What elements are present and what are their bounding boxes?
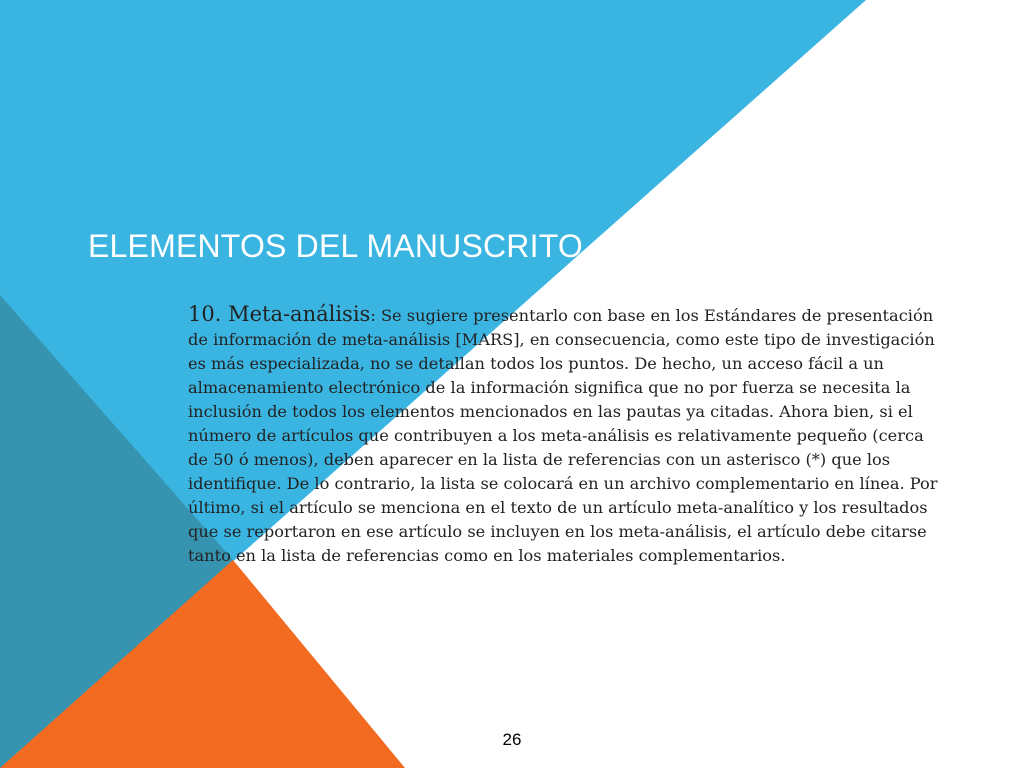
lead-separator: : (370, 306, 376, 325)
body-text: Se sugiere presentarlo con base en los Estándares de presentación de información de meta-análisis [MARS], en consecuencia, como este tipo de investigación es más especializada, no se detallan todos los puntos. De hecho, un acceso fácil a un almacenamiento electrónico de la información significa que no por fuerza se necesita la inclusión de todos los elementos mencionados en las pautas ya citadas. Ahora bien, si el número de artículos que contribuyen a los meta-análisis es relativamente pequeño (cerca de 50 ó menos), deben aparecer en la lista de referencias con un asterisco (*) que los identifique. De lo contrario, la lista se colocará en un archivo complementario en línea. Por último, si el artículo se menciona en el texto de un artículo meta-analítico y los resultados que se reportaron en ese artículo se incluyen en los meta-análisis, el artículo debe citarse tanto en la lista de referencias como en los materiales complementarios. (188, 306, 938, 565)
lead-term: 10. Meta-análisis (188, 302, 371, 326)
body-paragraph (188, 302, 938, 568)
slide-title: ELEMENTOS DEL MANUSCRITO (88, 228, 583, 264)
page-number: 26 (502, 730, 522, 749)
